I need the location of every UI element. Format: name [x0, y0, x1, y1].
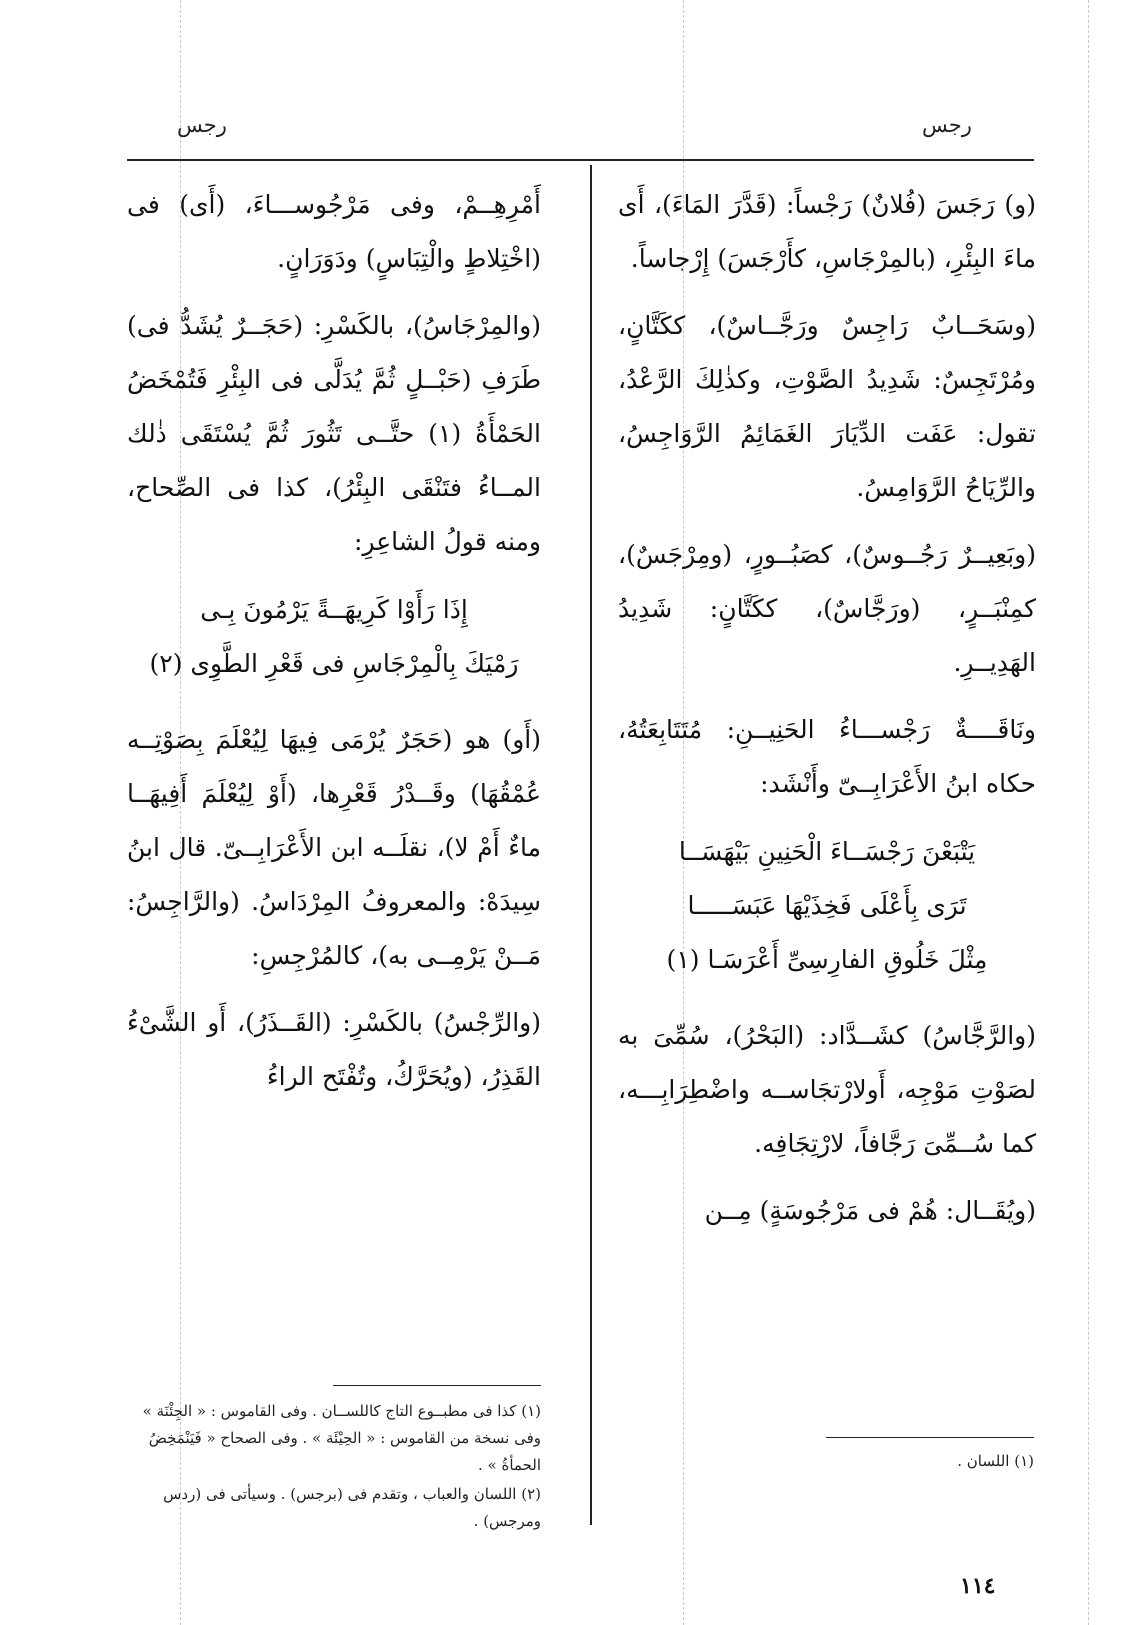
header-word-right: رجس [922, 113, 972, 137]
verse-line: رَمْيَكَ بِالْمِرْجَاسِ فى قَعْرِ الطَّوِى (٢) [149, 649, 519, 678]
left-column [127, 178, 541, 1117]
paragraph: (والمِرْجَاسُ)، بالكَسْرِ: (حَجَــرٌ يُشَدُّ فى) طَرَفِ (حَبْــلٍ ثُمَّ يُدَلَّى فى البِئْرِ فَتُمْخَضُ الحَمْأَةُ (١) حتَّــى تَثُورَ ثُمَّ يُسْتَقَى ذٰلك المــاءُ فتَنْقَى البِئْرُ)، كذا فى الصِّحاح، ومنه قولُ الشاعِرِ: [127, 311, 541, 556]
paragraph: ونَاقَــــةٌ رَجْســـاءُ الحَنِيــنِ: مُتَتَابِعَتُهُ، حكاه ابنُ الأَعْرَابِــىّ وأَنْشَد: [618, 715, 1036, 798]
footnote: (١) اللسان . [957, 1452, 1034, 1470]
footnotes-left [127, 1398, 541, 1537]
paragraph: (وسَحَــابٌ رَاجِسٌ ورَجَّــاسٌ)، ككَتَّانٍ، ومُرْتَجِسٌ: شَدِيدُ الصَّوْتِ، وكذٰلِكَ الرَّعْدُ، تقول: عَفَت الدِّيَارَ الغَمَائِمُ الرَّوَاجِسُ، والرِّيَاحُ الرَّوَامِسُ. [618, 311, 1036, 502]
verse-line: يَتْبَعْنَ رَجْسَــاءَ الْحَنِينِ بَيْهَسَــا [678, 837, 976, 866]
paragraph: أَمْرِهِــمْ، وفى مَرْجُوســـاءَ، (أَى) فى (اخْتِلاطٍ والْتِبَاسٍ) ودَوَرَانٍ. [127, 190, 541, 273]
paragraph: (والرَّجَّاسُ) كشَــدَّاد: (البَحْرُ)، سُمِّىَ به لصَوْتِ مَوْجِه، أَولارْتجَاســه واضْطِرَابِـــه، كما سُــمِّىَ رَجَّافاً، لارْتِجَافِه. [618, 1021, 1036, 1158]
verse-line: إِذَا رَأَوْا كَرِيهَــةً يَرْمُونَ بِـى [200, 595, 468, 624]
footnote-rule [333, 1385, 541, 1386]
paragraph: (و) رَجَسَ (فُلانٌ) رَجْساً: (قَدَّرَ المَاءَ)، أَى ماءَ البِئْرِ، (بالمِرْجَاسِ، كأَرْجَسَ) إِرْجاساً. [618, 190, 1036, 273]
paragraph: (ويُقَــال: هُمْ فى مَرْجُوسَةٍ) مِــن [704, 1196, 1036, 1225]
scan-guide-line [1088, 0, 1089, 1625]
right-column [618, 178, 1036, 1251]
footnote-rule [826, 1437, 1034, 1438]
paragraph: (والرِّجْسُ) بالكَسْرِ: (القَــذَرُ)، أَو الشَّىْءُ القَذِرُ، (ويُحَرَّكُ، وتُفْتَح الراءُ [127, 1008, 541, 1091]
poem-verse [618, 825, 1036, 987]
verse-line: تَرَى بِأَعْلَى فَخِذَيْهَا عَبَسَـــــا [687, 891, 967, 920]
poem-verse [127, 583, 541, 691]
page-number: ١١٤ [960, 1573, 996, 1599]
paragraph: (أَو) هو (حَجَرٌ يُرْمَى فِيهَا لِيُعْلَمَ بِصَوْتِــه عُمْقُهَا) وقَــدْرُ قَعْرِها، (أَوْ لِيُعْلَمَ أَفِيهَــا ماءٌ أَمْ لا)، نقلَــه ابن الأَعْرَابِــىّ. قال ابنُ سِيدَهْ: والمعروفُ المِرْدَاسُ. (والرَّاجِسُ: مَــنْ يَرْمِــى به)، كالمُرْجِسِ: [127, 725, 541, 970]
header-rule [127, 159, 1034, 161]
verse-line: مِثْلَ خَلُوقِ الفارِسِىِّ أَعْرَسَـا (١) [666, 945, 988, 974]
column-divider [590, 165, 592, 1525]
footnotes-right [618, 1448, 1034, 1477]
header-word-left: رجس [177, 113, 227, 137]
paragraph: (وبَعِيــرٌ رَجُــوسٌ)، كصَبُــورٍ، (ومِرْجَسٌ)، كمِنْبَــرٍ، (ورَجَّاسٌ)، ككَتَّانٍ: شَدِيدُ الهَدِيــرِ. [618, 540, 1036, 677]
footnote: (٢) اللسان والعباب ، وتقدم فى (برجس) . وسيأتى فى (ردس ومرجس) . [163, 1485, 541, 1530]
footnote: (١) كذا فى مطبــوع التاج كاللســان . وفى القاموس : « الجِئْنَة » وفى نسخة من القاموس : « الحِيْئَة » . وفى الصحاح « فَيَنْمَخِضُ الحمأةُ » . [142, 1402, 541, 1474]
